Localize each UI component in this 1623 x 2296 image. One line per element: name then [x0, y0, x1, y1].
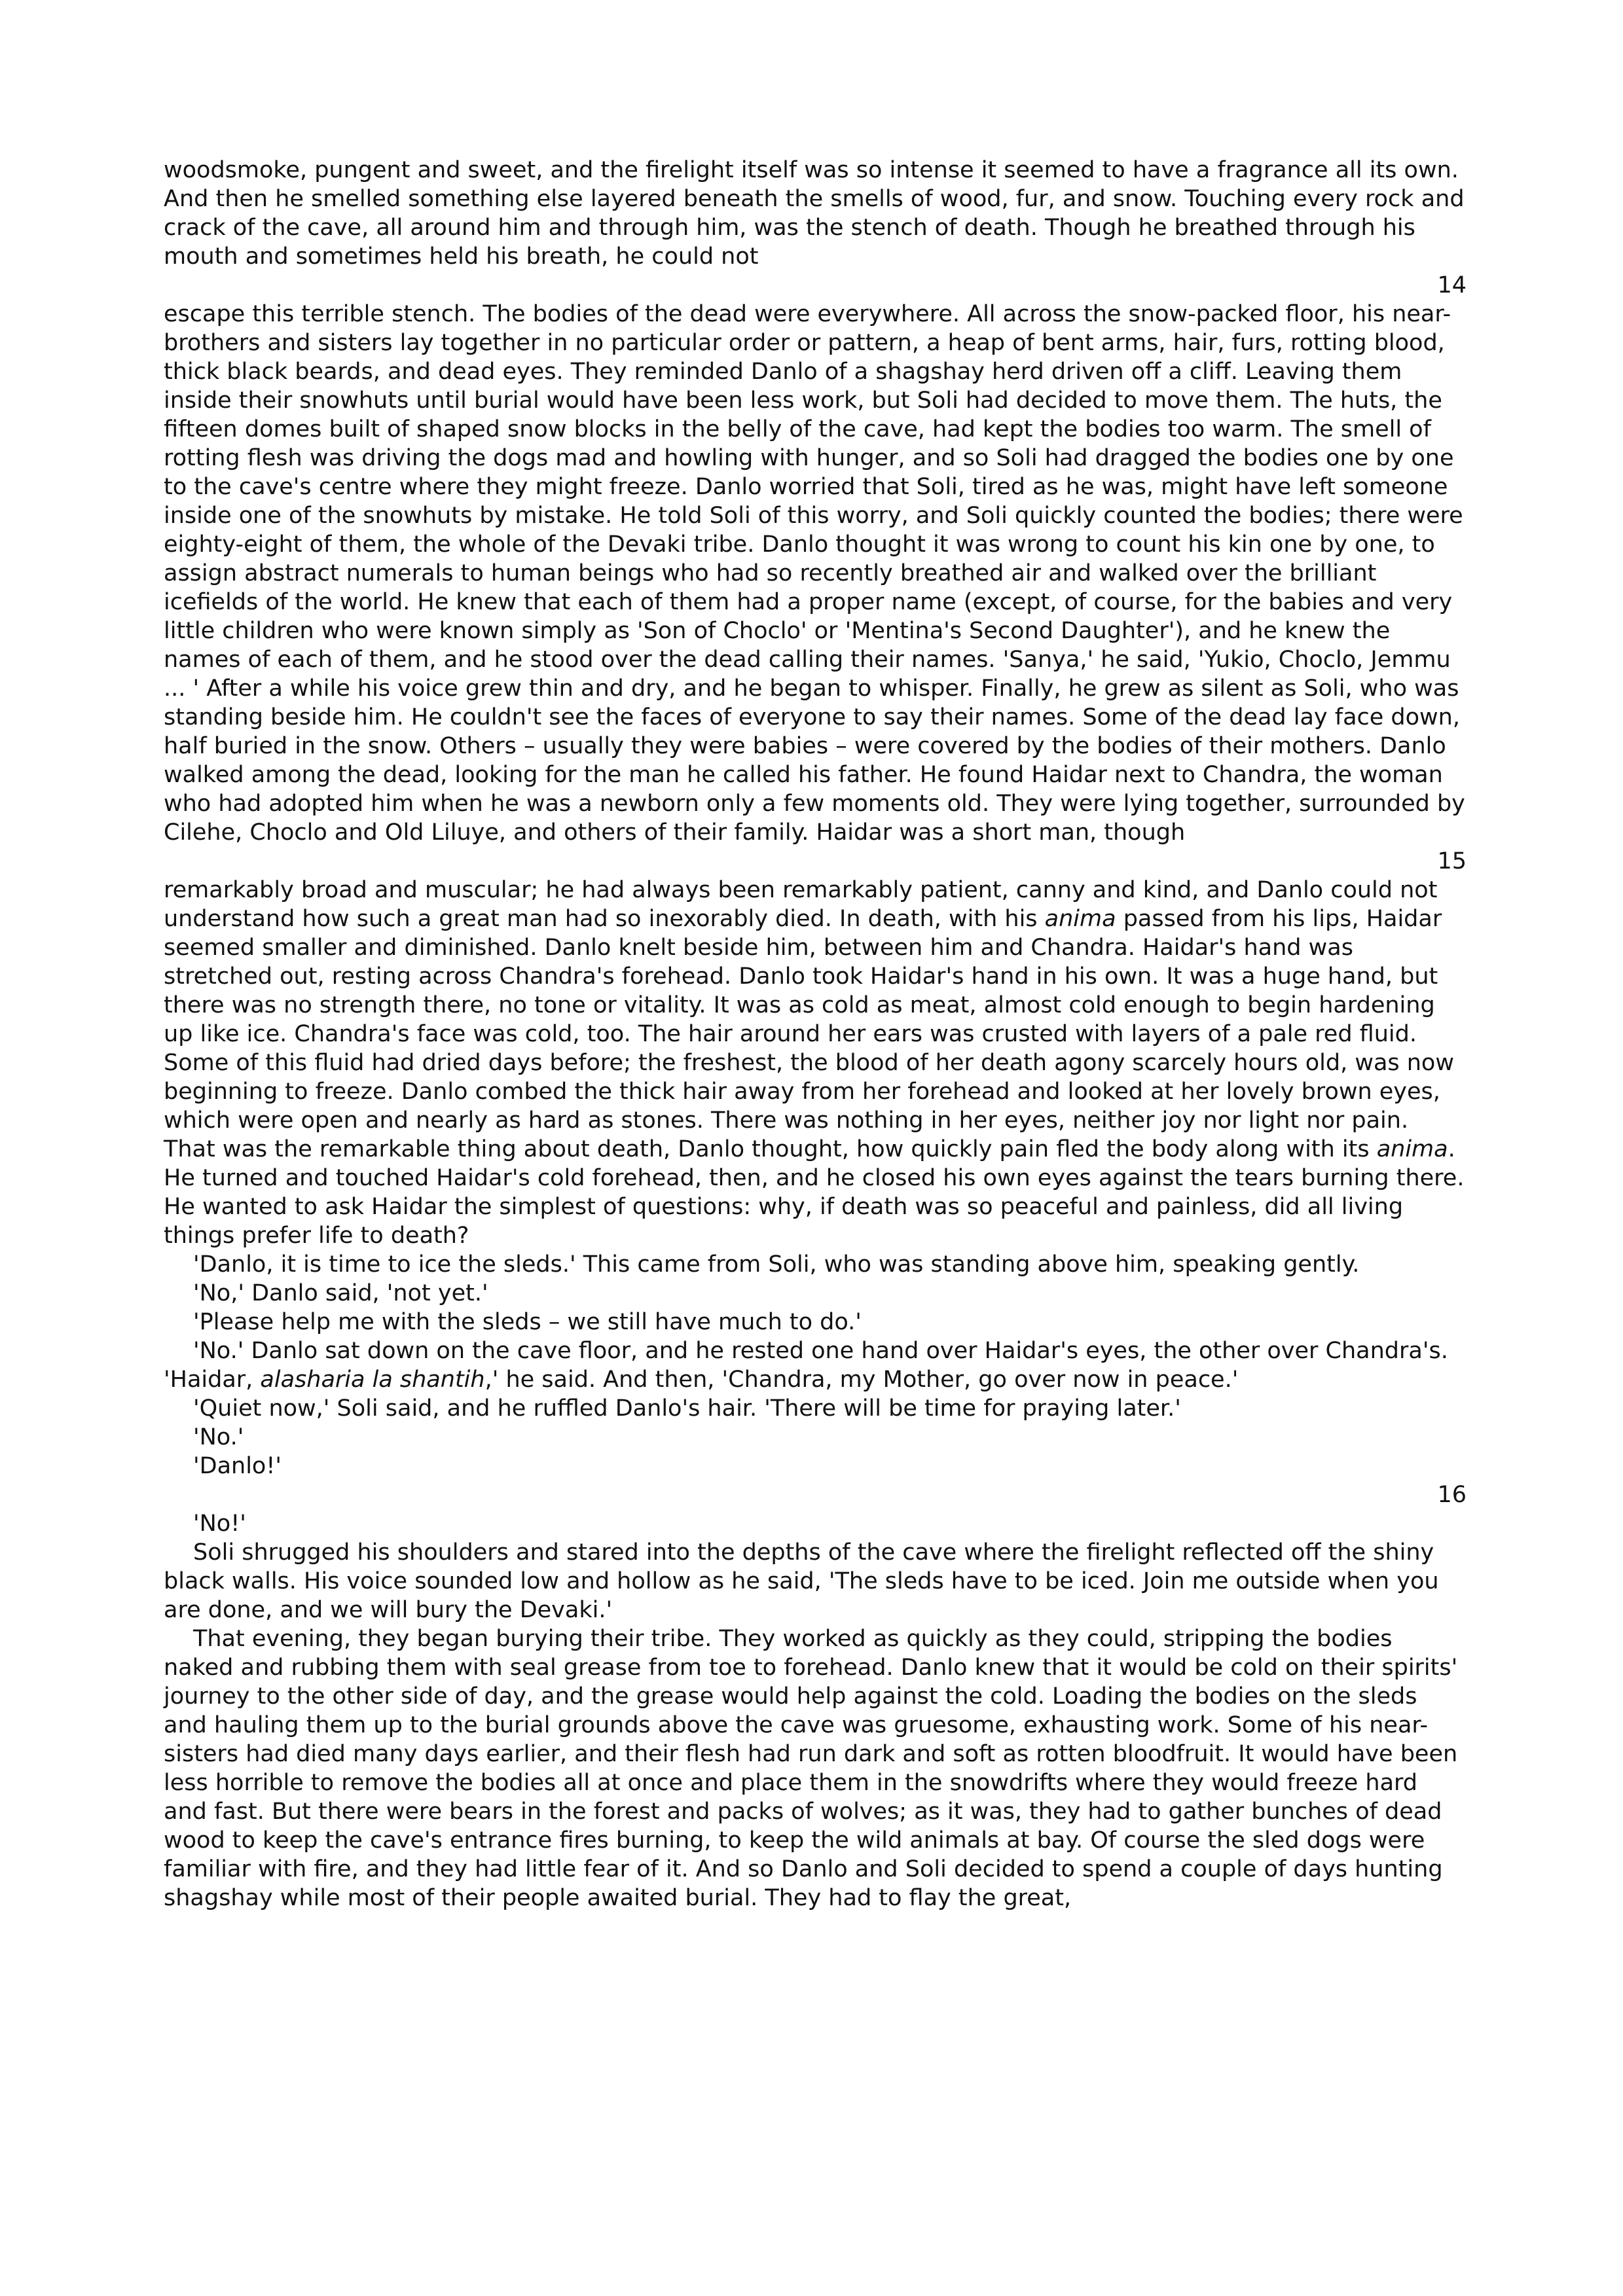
text-run: . He turned and touched Haidar's cold forehead, then, and he closed his own eyes against the tears burning there. He wanted to ask Haidar the simplest of questions: why, if death was so peaceful and painless, did all living things prefer life to death? [164, 1136, 1465, 1249]
dialogue-paragraph [164, 1336, 1467, 1394]
dialogue-paragraph: 'No!' [193, 1511, 246, 1537]
page-number: 16 [1437, 1482, 1467, 1508]
italic-term: anima [1376, 1136, 1448, 1162]
dialogue-paragraph: 'No,' Danlo said, 'not yet.' [193, 1280, 488, 1306]
paragraph: escape this terrible stench. The bodies of the dead were everywhere. All across the snow-packed floor, his near-brothers and sisters lay together in no particular order or pattern, a heap of bent arms, hair, furs, rotting blood, thick black beards, and dead eyes. They reminded Danlo of a shagshay herd driven off a cliff. Leaving them inside their snowhuts until burial would have been less work, but Soli had decided to move them. The huts, the fifteen domes built of shaped snow blocks in the belly of the cave, had kept the bodies too warm. The smell of rotting flesh was driving the dogs mad and howling with hunger, and so Soli had dragged the bodies one by one to the cave's centre where they might freeze. Danlo worried that Soli, tired as he was, might have left someone inside one of the snowhuts by mistake. He told Soli of this worry, and Soli quickly counted the bodies; there were eighty-eight of them, the whole of the Devaki tribe. Danlo thought it was wrong to count his kin one by one, to assign abstract numerals to human beings who had so recently breathed air and walked over the brilliant icefields of the world. He knew that each of them had a proper name (except, of course, for the babies and very little children who were known simply as 'Son of Choclo' or 'Mentina's Second Daughter'), and he knew the names of each of them, and he stood over the dead calling their names. 'Sanya,' he said, 'Yukio, Choclo, Jemmu ... ' After a while his voice grew thin and dry, and he began to whisper. Finally, he grew as silent as Soli, who was standing beside him. He couldn't see the faces of everyone to say their names. Some of the dead lay face down, half buried in the snow. Others – usually they were babies – were covered by the bodies of their mothers. Danlo walked among the dead, looking for the man he called his father. He found Haidar next to Chandra, the woman who had adopted him when he was a newborn only a few moments old. They were lying together, surrounded by Cilehe, Choclo and Old Liluye, and others of their family. Haidar was a short man, though [164, 301, 1465, 846]
paragraph: woodsmoke, pungent and sweet, and the firelight itself was so intense it seemed to have a fragrance all its own. And then he smelled something else layered beneath the smells of wood, fur, and snow. Touching every rock and crack of the cave, all around him and through him, was the stench of death. Though he breathed through his mouth and sometimes held his breath, he could not [164, 157, 1465, 270]
dialogue-paragraph: 'Please help me with the sleds – we still have much to do.' [193, 1309, 862, 1335]
text-run: passed from his lips, Haidar seemed smaller and diminished. Danlo knelt beside him, between him and Chandra. Haidar's hand was stretched out, resting across Chandra's forehead. Danlo took Haidar's hand in his own. It was a huge hand, but there was no strength there, no tone or vitality. It was as cold as meat, almost cold enough to begin hardening up like ice. Chandra's face was cold, too. The hair around her ears was crusted with layers of a pale red fluid. Some of this fluid had dried days before; the freshest, the blood of her death agony scarcely hours old, was now beginning to freeze. Danlo combed the thick hair away from her forehead and looked at her lovely brown eyes, which were open and nearly as hard as stones. There was nothing in her eyes, neither joy nor light nor pain. That was the remarkable thing about death, Danlo thought, how quickly pain fled the body along with its [164, 906, 1454, 1162]
page-number: 15 [1437, 848, 1467, 874]
dialogue-paragraph: 'Danlo!' [193, 1453, 282, 1479]
text-run: remarkably broad and muscular; he had always been remarkably patient, canny and kind, and Danlo could not understand how such a great man had so inexorably died. In death, with his [164, 877, 1438, 932]
dialogue-paragraph: 'Danlo, it is time to ice the sleds.' This came from Soli, who was standing above him, speaking gently. [193, 1251, 1360, 1278]
dialogue-paragraph: 'Quiet now,' Soli said, and he ruffled Danlo's hair. 'There will be time for praying later.' [193, 1395, 1181, 1422]
text-run: 'No.' Danlo sat down on the cave floor, and he rested one hand over Haidar's eyes, the other over Chandra's. 'Haidar, [164, 1338, 1448, 1393]
paragraph: That evening, they began burying their tribe. They worked as quickly as they could, stripping the bodies naked and rubbing them with seal grease from toe to forehead. Danlo knew that it would be cold on their spirits' journey to the other side of day, and the grease would help against the cold. Loading the bodies on the sleds and hauling them up to the burial grounds above the cave was gruesome, exhausting work. Some of his near-sisters had died many days earlier, and their flesh had run dark and soft as rotten bloodfruit. It would have been less horrible to remove the bodies all at once and place them in the snowdrifts where they would freeze hard and fast. But there were bears in the forest and packs of wolves; as it was, they had to gather bunches of dead wood to keep the cave's entrance fires burning, to keep the wild animals at bay. Of course the sled dogs were familiar with fire, and they had little fear of it. And so Danlo and Soli decided to spend a couple of days hunting shagshay while most of their people awaited burial. They had to flay the great, [164, 1626, 1458, 1911]
dialogue-paragraph: 'No.' [193, 1424, 244, 1450]
page-number: 14 [1437, 272, 1467, 298]
text-run: ,' he said. And then, 'Chandra, my Mother, go over now in peace.' [484, 1367, 1239, 1393]
italic-term: alasharia la shantih [260, 1367, 485, 1393]
paragraph: Soli shrugged his shoulders and stared into the depths of the cave where the firelight reflected off the shiny black walls. His voice sounded low and hollow as he said, 'The sleds have to be iced. Join me outside when you are done, and we will bury the Devaki.' [164, 1539, 1439, 1623]
italic-term: anima [1044, 906, 1116, 932]
book-page [164, 156, 1467, 1912]
paragraph [164, 876, 1467, 1250]
